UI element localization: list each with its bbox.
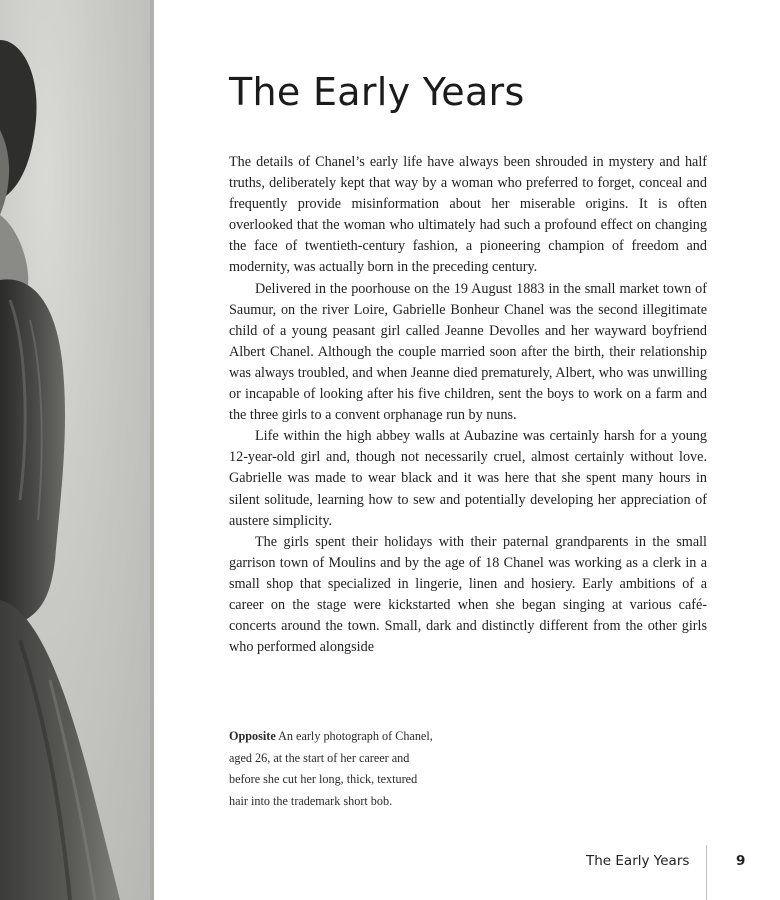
paragraph: Delivered in the poorhouse on the 19 August 1883 in the small market town of Saumur, on the river Loire, Gabrielle Bonheur Chanel was the second illegitimate child of a young peasant girl called Jeanne Devolles and her wayward boyfriend Albert Chanel. Although the couple married soon after the birth, their relationship was always troubled, and when Jeanne died prematurely, Albert, who was unwilling or incapable of looking after his five children, sent the boys to work on a farm and the three girls to a convent orphanage run by nuns. bbox=[229, 280, 707, 424]
caption-text: An early photograph of Chanel, aged 26, at the start of her career and before she cut her long, thick, textured hair into the trademark short bob. bbox=[229, 729, 433, 808]
body-text bbox=[229, 152, 707, 658]
paragraph: The details of Chanel’s early life have always been shrouded in mystery and half truths, deliberately kept that way by a woman who preferred to forget, conceal and frequently provide misinformation about her miserable origins. It is often overlooked that the woman who ultimately had such a profound effect on changing the face of twentieth-century fashion, a pioneering champion of freedom and modernity, was actually born in the preceding century. bbox=[229, 154, 707, 276]
photo-caption bbox=[229, 726, 439, 812]
paragraph: The girls spent their holidays with their paternal grandparents in the small garrison town of Moulins and by the age of 18 Chanel was working as a clerk in a small shop that specialized in lingerie, linen and hosiery. Early ambitions of a career on the stage were kickstarted when she began singing at various café-concerts around the town. Small, dark and distinctly different from the other girls who performed alongside bbox=[229, 533, 707, 656]
paragraph: Life within the high abbey walls at Aubazine was certainly harsh for a young 12-year-old girl and, though not necessarily cruel, almost certainly without love. Gabrielle was made to wear black and it was here that she spent many hours in silent solitude, learning how to sew and potentially developing her appreciation of austere simplicity. bbox=[229, 428, 707, 529]
running-title: The Early Years bbox=[586, 853, 690, 869]
chanel-photograph bbox=[0, 0, 154, 900]
footer-divider bbox=[706, 845, 707, 900]
photograph-figure bbox=[0, 0, 154, 900]
page-title: The Early Years bbox=[229, 70, 525, 114]
page-number: 9 bbox=[736, 853, 746, 869]
caption-label: Opposite bbox=[229, 729, 276, 743]
